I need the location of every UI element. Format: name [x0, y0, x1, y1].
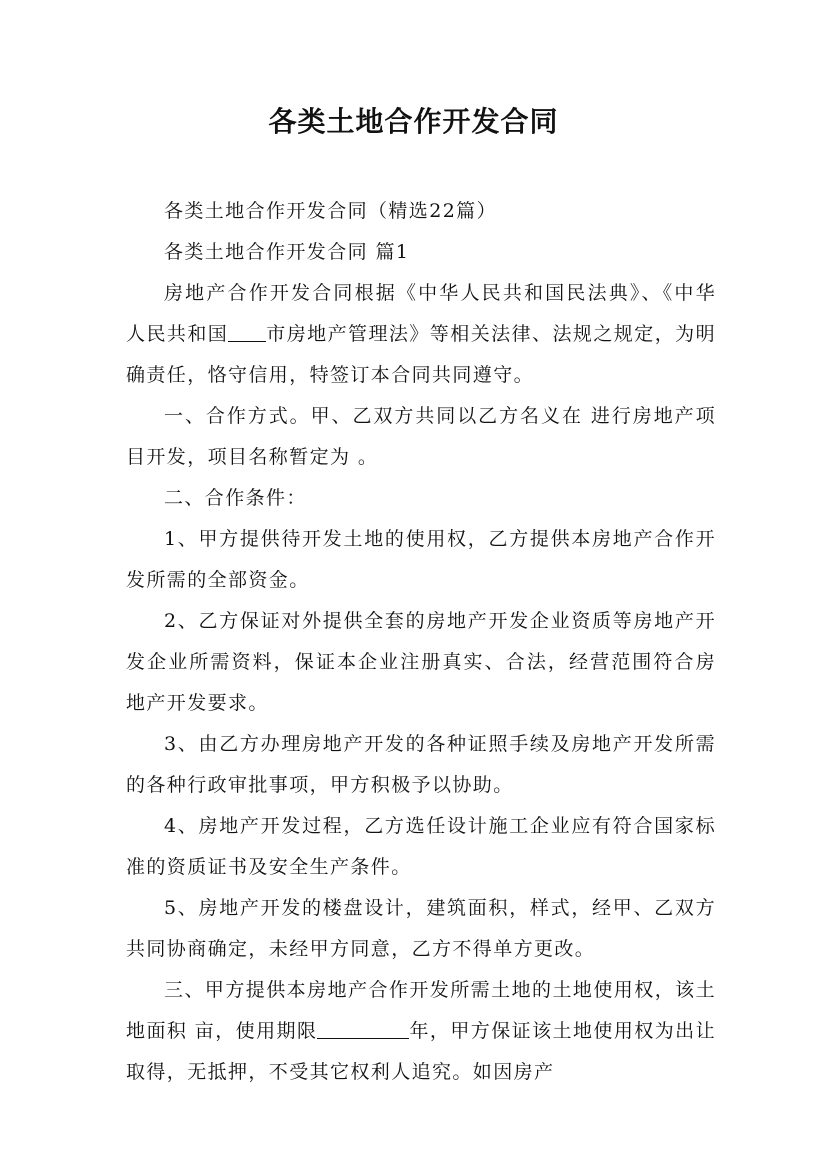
- document-title: 各类土地合作开发合同: [268, 105, 559, 138]
- paragraph-preamble: [126, 273, 716, 396]
- paragraph-condition-3: 3、由乙方办理房地产开发的各种证照手续及房地产开发所需的各种行政审批事项，甲方积极予以协助。: [126, 733, 716, 796]
- clause-3-part-1: 三、甲方提供本房地产合作开发所需土地的土地使用权，该土地面积 亩，使用期限: [126, 979, 716, 1042]
- paragraph-clause-3: [126, 970, 716, 1093]
- paragraph-condition-1: 1、甲方提供待开发土地的使用权，乙方提供本房地产合作开发所需的全部资金。: [126, 528, 716, 591]
- paragraph-section-heading: 各类土地合作开发合同 篇1: [164, 241, 410, 263]
- preamble-part-1: 房地产合作开发合同根据《中华人民共和国民法典》、《中华人民共和国: [126, 282, 716, 345]
- paragraph-clause-1: 一、合作方式。甲、乙双方共同以乙方名义在 进行房地产项目开发，项目名称暂定为 。: [126, 405, 716, 468]
- document-body: [126, 191, 716, 1093]
- paragraph-subtitle: 各类土地合作开发合同（精选22篇）: [164, 200, 497, 222]
- blank-underline: [228, 322, 266, 342]
- blank-underline: [317, 1019, 409, 1039]
- paragraph-condition-5: 5、房地产开发的楼盘设计，建筑面积，样式，经甲、乙双方共同协商确定，未经甲方同意，乙方不得单方更改。: [126, 897, 716, 960]
- clause-3-part-2: 年，甲方保证该土地使用权为出让取得，无抵押，不受其它权利人追究。如因房产: [126, 1020, 716, 1083]
- paragraph-condition-2: 2、乙方保证对外提供全套的房地产开发企业资质等房地产开发企业所需资料，保证本企业注册真实、合法，经营范围符合房地产开发要求。: [126, 610, 716, 714]
- paragraph-condition-4: 4、房地产开发过程，乙方选任设计施工企业应有符合国家标准的资质证书及安全生产条件。: [126, 815, 716, 878]
- paragraph-clause-2-heading: 二、合作条件：: [164, 487, 307, 509]
- preamble-part-2: 市房地产管理法》等相关法律、法规之规定，为明确责任，恪守信用，特签订本合同共同遵守。: [126, 323, 716, 386]
